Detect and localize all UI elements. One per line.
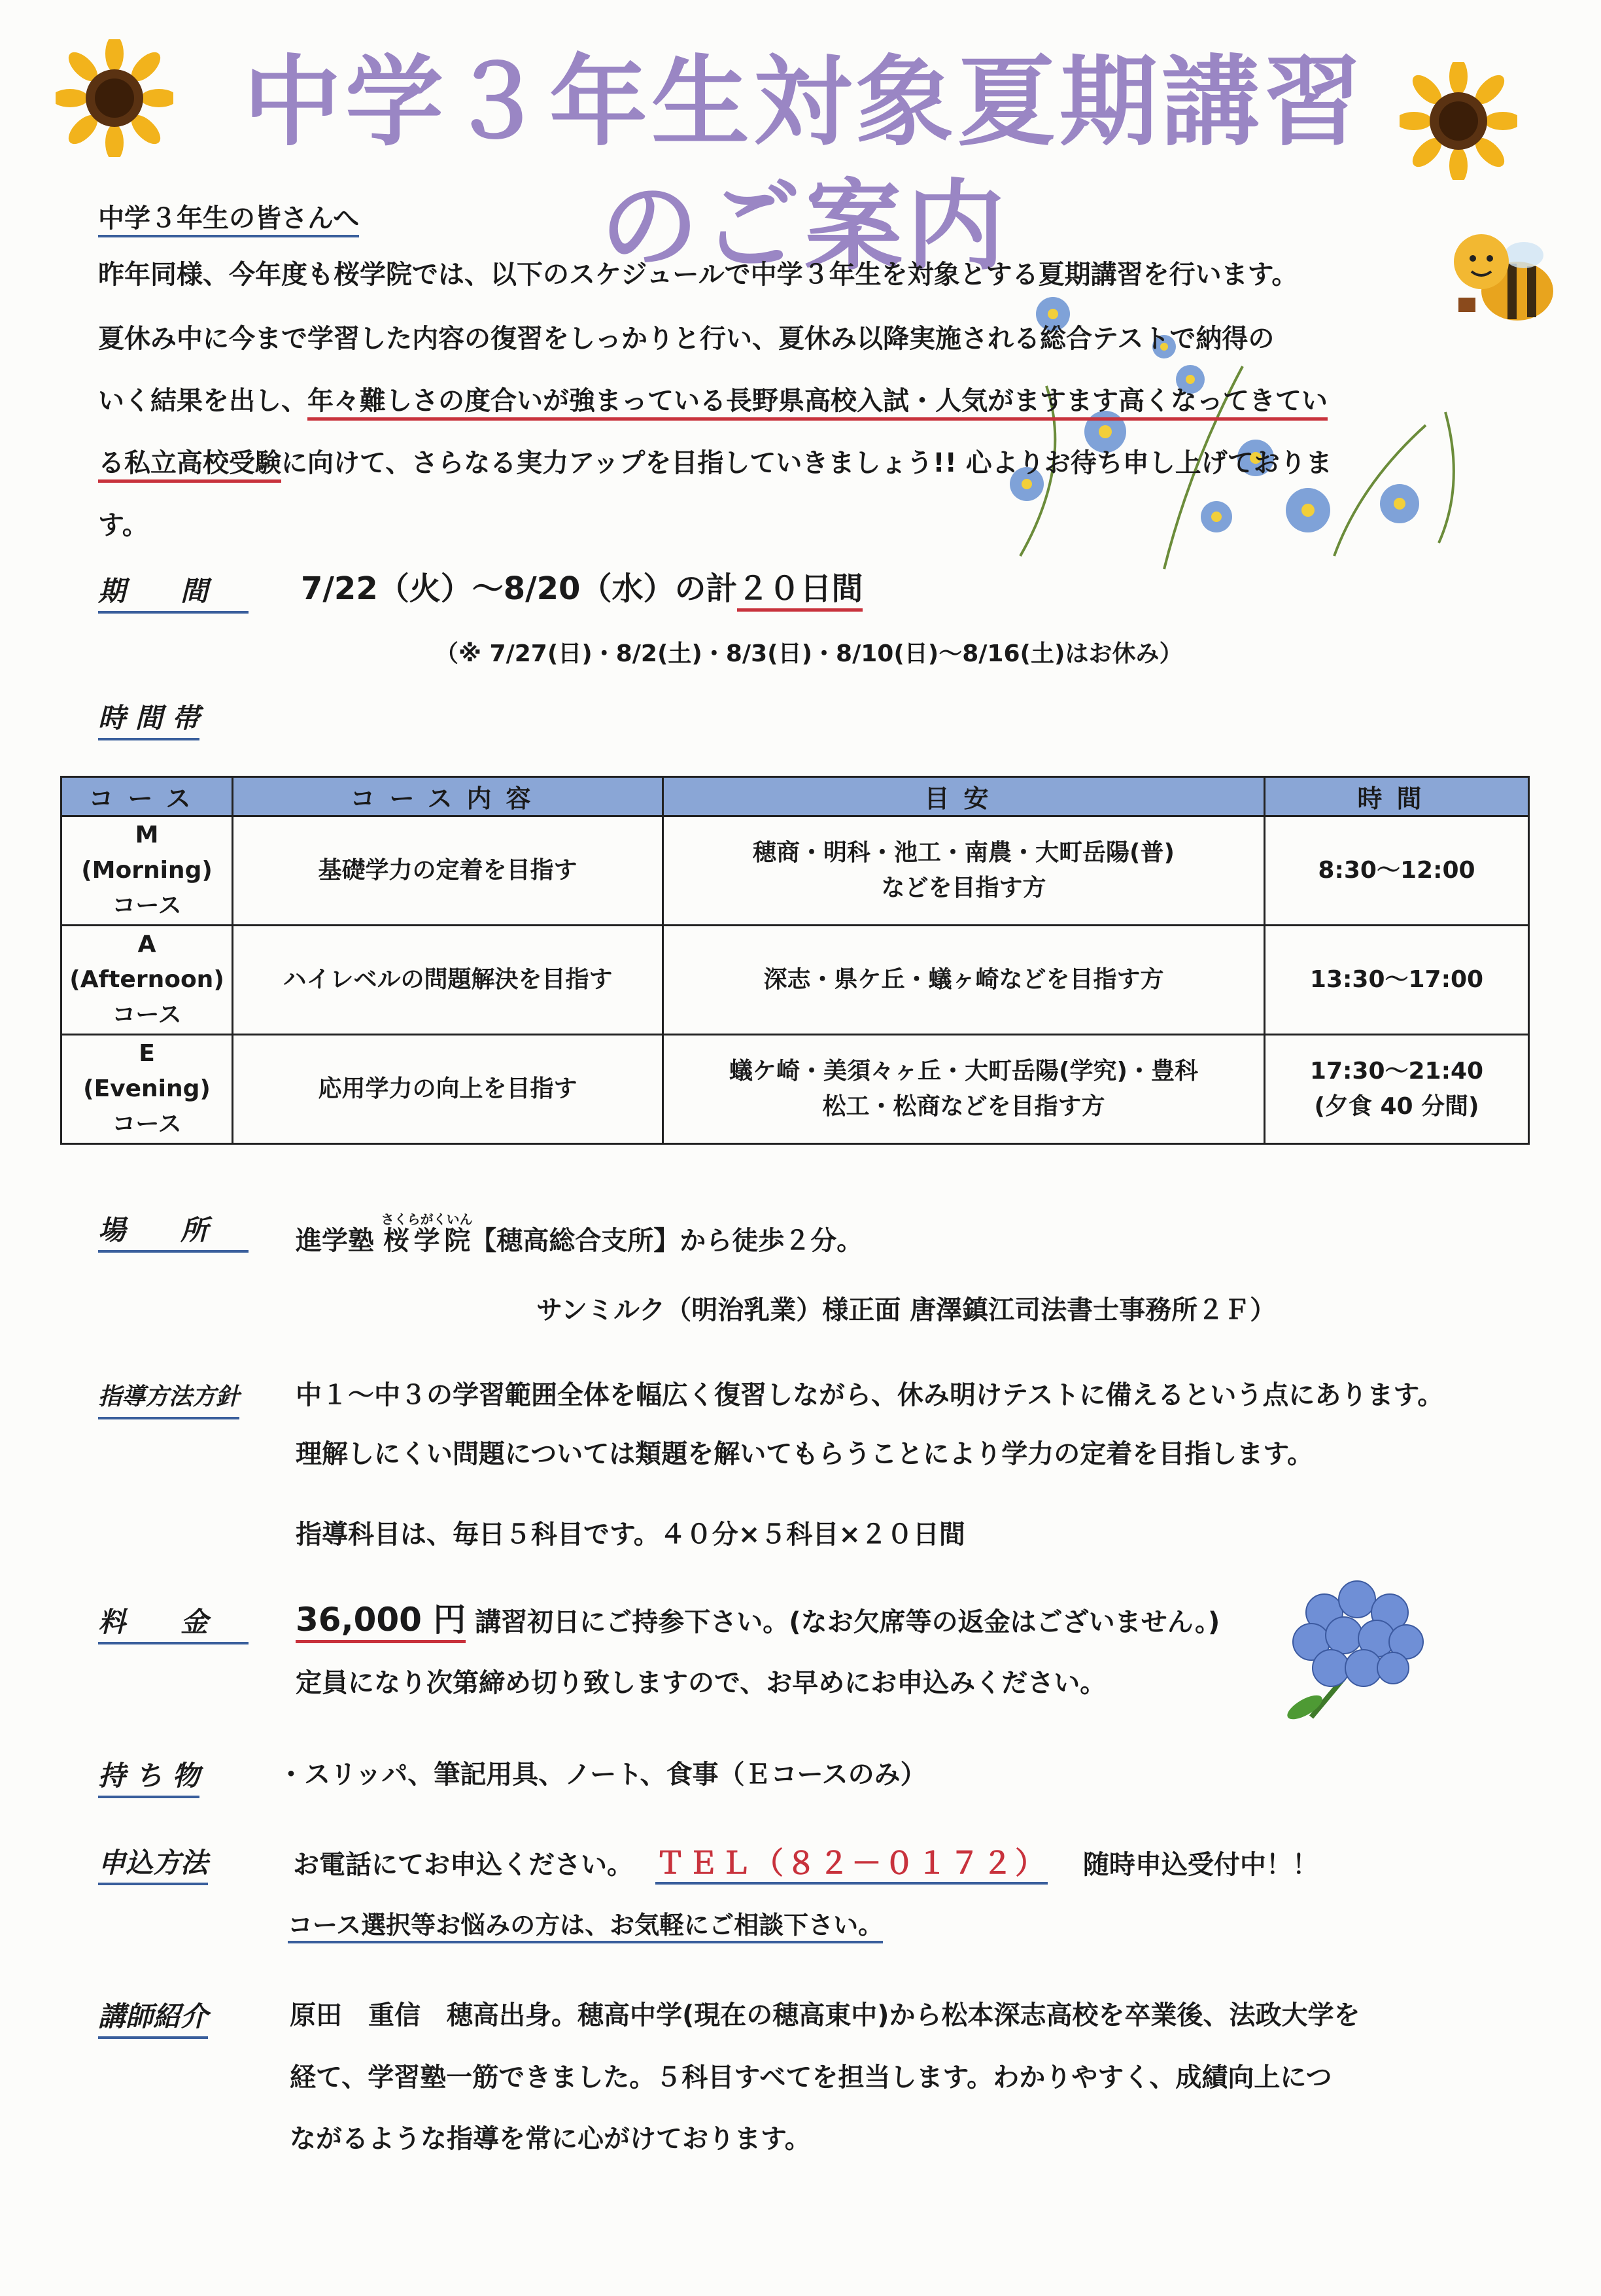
fee-line-1 xyxy=(296,1601,1220,1641)
course-cell xyxy=(61,926,233,1035)
apply-text: お電話にてお申込ください。 xyxy=(293,1850,633,1880)
timeslot-label: 時 間 帯 xyxy=(98,700,199,740)
fee-label: 料 金 xyxy=(98,1604,249,1644)
period-note: （※ 7/27(日)・8/2(土)・8/3(日)・8/10(日)～8/16(土)はお休み） xyxy=(435,640,1183,667)
time-line-2: (夕食 40 分間) xyxy=(1314,1093,1479,1120)
intro-line-4 xyxy=(98,445,1332,481)
course-letter: A xyxy=(137,931,156,958)
period-days: ２０日間 xyxy=(737,570,863,612)
target-cell xyxy=(663,926,1265,1035)
fee-amount: 36,000 円 xyxy=(296,1601,466,1643)
intro-line-1: 昨年同様、今年度も桜学院では、以下のスケジュールで中学３年生を対象とする夏期講習を行います。 xyxy=(98,260,1298,290)
course-name: (Morning) xyxy=(81,857,213,884)
header-content: コース内容 xyxy=(233,777,663,816)
intro-highlight-1: 年々難しさの度合いが強まっている長野県高校入試・人気がますます高くなってきてい xyxy=(307,386,1328,421)
course-cell xyxy=(61,1035,233,1144)
target-line-1: 深志・県ケ丘・蟻ヶ崎などを目指す方 xyxy=(763,966,1164,993)
time-cell xyxy=(1265,926,1529,1035)
course-name: (Evening) xyxy=(83,1075,211,1102)
instructor-line-3: ながるような指導を常に心がけております。 xyxy=(290,2124,811,2154)
time-line-1: 13:30～17:00 xyxy=(1309,966,1484,993)
instructor-line-2: 経て、学習塾一筋できました。５科目すべてを担当します。わかりやすく、成績向上につ xyxy=(290,2062,1332,2093)
course-suffix: コース xyxy=(112,1111,182,1138)
target-line-1: 蟻ケ崎・美須々ヶ丘・大町岳陽(学究)・豊科 xyxy=(729,1058,1198,1085)
time-cell xyxy=(1265,1035,1529,1144)
greeting: 中学３年生の皆さんへ xyxy=(98,203,359,237)
target-line-2: 松工・松商などを目指す方 xyxy=(822,1093,1105,1120)
table-row xyxy=(61,926,1529,1035)
location-line-2: サンミルク（明治乳業）様正面 唐澤鎮江司法書士事務所２Ｆ） xyxy=(536,1295,1277,1325)
apply-line-1 xyxy=(293,1845,1318,1883)
intro-line-3-pre: いく結果を出し、 xyxy=(98,386,307,416)
school-name-base: 桜学院 xyxy=(381,1226,473,1256)
schedule-table xyxy=(60,776,1530,1145)
policy-line-2: 理解しにくい問題については類題を解いてもらうことにより学力の定着を目指します。 xyxy=(296,1439,1313,1469)
target-cell xyxy=(663,816,1265,926)
table-row xyxy=(61,816,1529,926)
table-row xyxy=(61,1035,1529,1144)
course-suffix: コース xyxy=(112,892,182,919)
course-cell xyxy=(61,816,233,926)
policy-line-1: 中１～中３の学習範囲全体を幅広く復習しながら、休み明けテストに備えるという点にあります。 xyxy=(296,1380,1444,1410)
intro-highlight-2: る私立高校受験 xyxy=(98,448,281,483)
content-cell: ハイレベルの問題解決を目指す xyxy=(233,926,663,1035)
sunflower-icon xyxy=(1400,62,1517,180)
intro-line-2: 夏休み中に今まで学習した内容の復習をしっかりと行い、夏休み以降実施される総合テストで納得の xyxy=(98,324,1275,354)
apply-open: 随時申込受付中！！ xyxy=(1082,1850,1318,1880)
intro-line-4-post: に向けて、さらなる実力アップを目指していきましょう!! 心よりお待ち申し上げておりま xyxy=(281,448,1332,478)
hydrangea-icon xyxy=(1272,1573,1436,1724)
consult-note: コース選択等お悩みの方は、お気軽にご相談下さい。 xyxy=(288,1911,883,1943)
table-header-row xyxy=(61,777,1529,816)
apply-label: 申込方法 xyxy=(98,1845,208,1885)
fee-line-2: 定員になり次第締め切り致しますので、お早めにお申込みください。 xyxy=(296,1668,1107,1698)
header-course: コース xyxy=(61,777,233,816)
period-text xyxy=(301,570,863,607)
location-text xyxy=(296,1212,863,1259)
location-label: 場 所 xyxy=(98,1212,249,1253)
intro-line-3 xyxy=(98,383,1328,419)
location-suffix: 【穂高総合支所】から徒歩２分。 xyxy=(470,1226,863,1256)
period-label: 期 間 xyxy=(98,573,249,614)
instructor-label: 講師紹介 xyxy=(98,1998,208,2039)
course-letter: E xyxy=(139,1040,155,1067)
fee-note: 講習初日にご持参下さい。(なお欠席等の返金はございません。) xyxy=(475,1607,1220,1637)
target-cell xyxy=(663,1035,1265,1144)
content-cell: 基礎学力の定着を目指す xyxy=(233,816,663,926)
header-target: 目安 xyxy=(663,777,1265,816)
course-letter: M xyxy=(135,822,159,848)
course-name: (Afternoon) xyxy=(69,966,224,993)
content-cell: 応用学力の向上を目指す xyxy=(233,1035,663,1144)
policy-label: 指導方法方針 xyxy=(98,1379,239,1419)
location-prefix: 進学塾 xyxy=(296,1226,374,1256)
intro-line-5: す。 xyxy=(98,510,148,540)
period-range: 7/22（火）～8/20（水）の計 xyxy=(301,570,738,607)
page-title: 中学３年生対象夏期講習のご案内 xyxy=(243,46,1366,284)
time-line-1: 8:30～12:00 xyxy=(1318,857,1475,884)
header-time: 時間 xyxy=(1265,777,1529,816)
time-line-1: 17:30～21:40 xyxy=(1309,1058,1484,1085)
target-line-2: などを目指す方 xyxy=(881,875,1046,901)
time-cell xyxy=(1265,816,1529,926)
daisy-icon xyxy=(968,268,1491,576)
target-line-1: 穂商・明科・池工・南農・大町岳陽(普) xyxy=(753,839,1175,866)
school-name xyxy=(381,1211,473,1256)
sunflower-icon xyxy=(56,39,173,157)
items-label: 持 ち 物 xyxy=(98,1758,199,1798)
tel-number: ＴＥＬ（８２－０１７２） xyxy=(655,1845,1048,1885)
policy-line-3: 指導科目は、毎日５科目です。４０分×５科目×２０日間 xyxy=(296,1520,965,1550)
school-name-ruby: さくらがくいん xyxy=(381,1211,473,1227)
instructor-line-1: 原田 重信 穂高出身。穂高中学(現在の穂高東中)から松本深志高校を卒業後、法政大学を xyxy=(290,2000,1360,2030)
items-text: ・スリッパ、筆記用具、ノート、食事（Ｅコースのみ） xyxy=(278,1760,927,1790)
course-suffix: コース xyxy=(112,1001,182,1028)
